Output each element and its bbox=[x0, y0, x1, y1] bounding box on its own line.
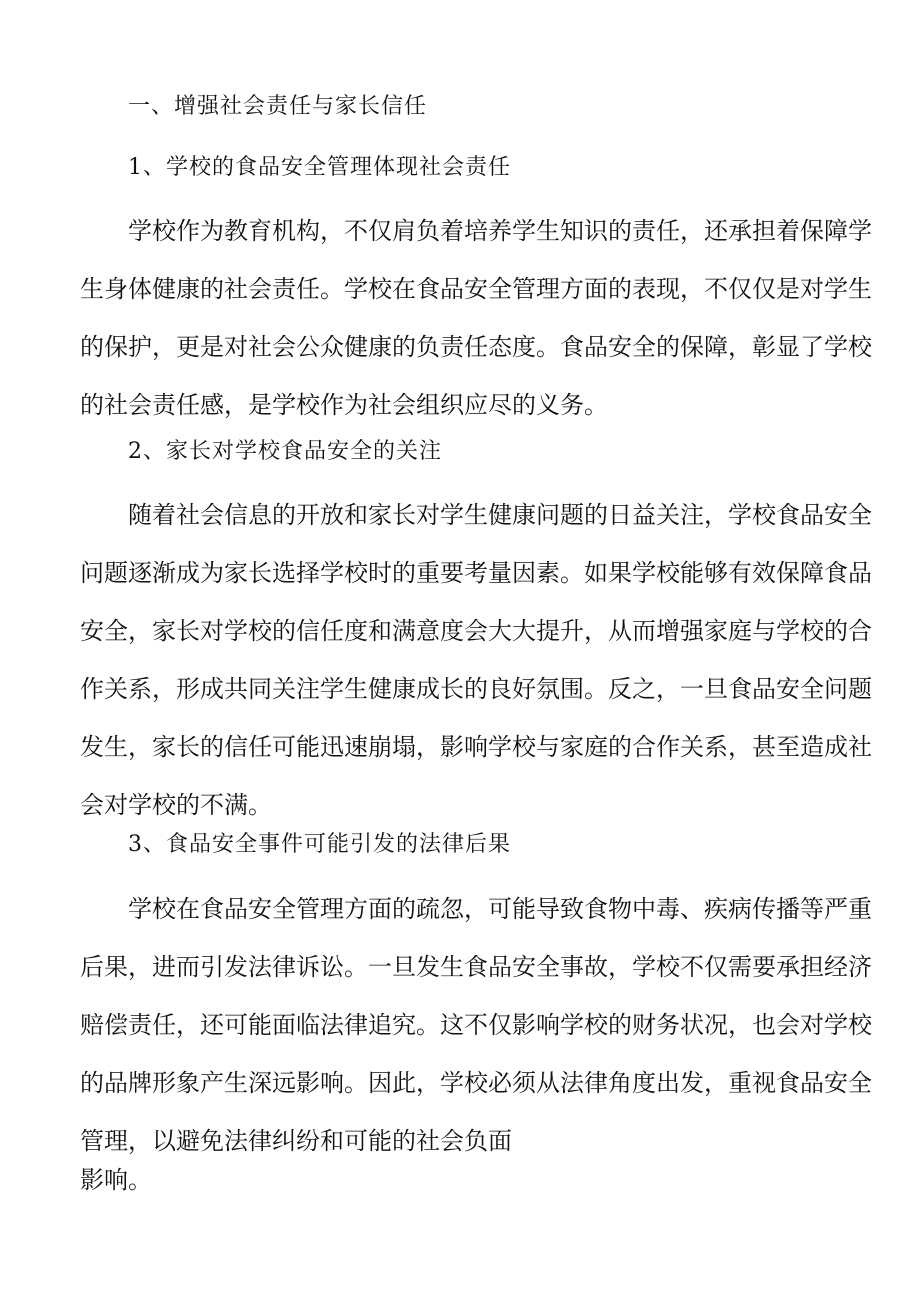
paragraph-line: 发生，家长的信任可能迅速崩塌，影响学校与家庭的合作关系，甚至造成社 bbox=[80, 733, 872, 761]
paragraph-line: 后果，进而引发法律诉讼。一旦发生食品安全事故，学校不仅需要承担经济 bbox=[80, 953, 872, 981]
section-3-heading: 3、食品安全事件可能引发的法律后果 bbox=[128, 832, 511, 857]
paragraph-line: 生身体健康的社会责任。学校在食品安全管理方面的表现，不仅仅是对学生 bbox=[80, 275, 872, 303]
paragraph-line: 管理，以避免法律纠纷和可能的社会负面 bbox=[80, 1127, 512, 1155]
paragraph-line: 的社会责任感，是学校作为社会组织应尽的义务。 bbox=[80, 391, 608, 419]
paragraph-line: 作关系，形成共同关注学生健康成长的良好氛围。反之，一旦食品安全问题 bbox=[80, 675, 872, 703]
paragraph-line: 赔偿责任，还可能面临法律追究。这不仅影响学校的财务状况，也会对学校 bbox=[80, 1011, 872, 1039]
section-1-paragraph bbox=[80, 202, 872, 434]
section-1-heading: 1、学校的食品安全管理体现社会责任 bbox=[128, 155, 511, 180]
paragraph-line: 问题逐渐成为家长选择学校时的重要考量因素。如果学校能够有效保障食品 bbox=[80, 559, 872, 587]
paragraph-line: 的保护，更是对社会公众健康的负责任态度。食品安全的保障，彰显了学校 bbox=[80, 333, 872, 361]
paragraph-line: 学校作为教育机构，不仅肩负着培养学生知识的责任，还承担着保障学 bbox=[128, 217, 872, 245]
paragraph-line: 的品牌形象产生深远影响。因此，学校必须从法律角度出发，重视食品安全 bbox=[80, 1069, 872, 1097]
main-heading: 一、增强社会责任与家长信任 bbox=[128, 94, 428, 119]
paragraph-line: 随着社会信息的开放和家长对学生健康问题的日益关注，学校食品安全 bbox=[128, 501, 872, 529]
paragraph-line: 安全，家长对学校的信任度和满意度会大大提升，从而增强家庭与学校的合 bbox=[80, 617, 872, 645]
section-2-heading: 2、家长对学校食品安全的关注 bbox=[128, 439, 442, 464]
section-2-paragraph bbox=[80, 486, 872, 834]
section-3-paragraph bbox=[80, 880, 872, 1200]
paragraph-line: 会对学校的不满。 bbox=[80, 791, 272, 819]
paragraph-line: 影响。 bbox=[80, 1166, 152, 1194]
paragraph-line: 学校在食品安全管理方面的疏忽，可能导致食物中毒、疾病传播等严重 bbox=[128, 895, 872, 923]
